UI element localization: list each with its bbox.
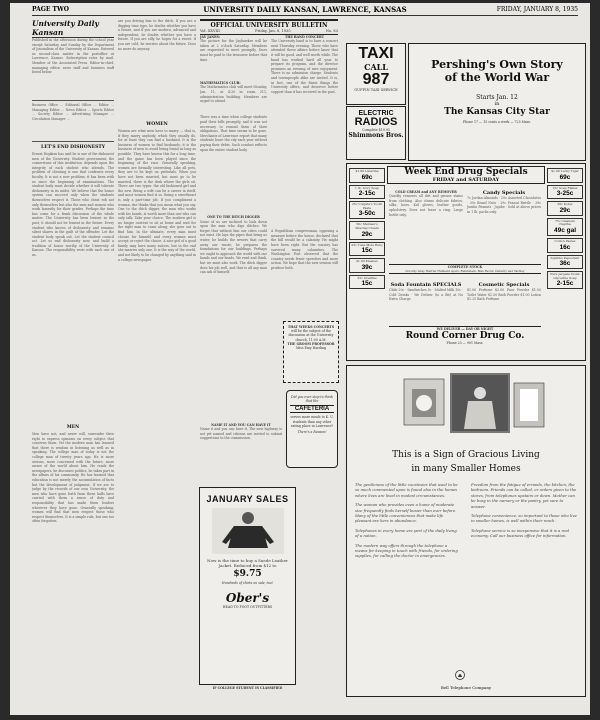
cafeteria-close: There's a Reason! <box>297 430 327 435</box>
right-special-item-price: 49c gal <box>553 226 577 234</box>
telephone-ad <box>346 365 586 697</box>
left-special-item <box>349 168 385 183</box>
women-title: WOMEN <box>146 122 168 127</box>
paper-title: UNIVERSITY DAILY KANSAN, LAWRENCE, KANSAS <box>203 5 407 14</box>
radio-ad <box>346 106 406 160</box>
fountain-text: Chile 20c · Sandwiches 5c · Malted Milk 10c · Cold Drinks · We Deliver (to a Bit) at No Extra Charge <box>389 288 463 302</box>
page-header <box>32 5 578 16</box>
bulletin-item-band: THE BAND CONCERT <box>284 35 325 39</box>
phone-copy3: Telephone convenience, so important to those who live in smaller homes, is well within their reach. <box>471 513 577 524</box>
right-specials <box>547 168 583 291</box>
taxi-ad <box>346 43 406 105</box>
right-special-item-name: 50c Kotex <box>557 202 573 207</box>
bulletin-item-ditch: ONE TO THE DITCH DIGGER <box>207 215 260 220</box>
left-special-item-name: 25c Ovaltine <box>357 275 377 280</box>
phone-copy2: Telephones in every home are part of the daily living of a nation. <box>355 527 457 539</box>
left-special-item <box>349 242 385 257</box>
bulletin-item-student: IF COLLEGE STUDENT IS CLASSIFIED <box>212 686 283 690</box>
left-specials <box>349 168 385 291</box>
bulletin-text-e: The University band is to have a concert next Thursday evening. Those who have attended these affairs before know that it will be good, and well worth while. The band has worked hard all year to prepare its program, and the director promises an evening of rare enjoyment. There is no admission charge. Students and townspeople alike are invited. It is, in fact, one of the finest things the University offers, and deserves better support than it has received in the past. <box>271 39 338 94</box>
complete-title: COMPLETE STOCK <box>447 265 483 269</box>
bulletin-text-c: There was a time when college students paid their bills promptly, and it was not necessary to remind them of their obligations. That time seems to be gone. Merchants of Lawrence report that many students leave the city each year without paying their debts. Such conduct reflects upon the entire student body. <box>200 115 267 152</box>
cosmetic-title: Cosmetic Specials <box>478 282 530 288</box>
bell-logo-icon <box>455 670 465 680</box>
editorial-title: LET'S END DISHONESTY <box>41 145 105 150</box>
left-special-item <box>349 275 385 290</box>
left-special-item <box>349 258 385 273</box>
concert-line3: Miss Emy Harding <box>295 346 327 351</box>
jan-note: Hundreds of shirts on sale, too! <box>221 581 274 585</box>
candy-text: 7c Jordan Almonds · 29c Assorted Chocolates · 39c Brazil Nuts · 29c Peanut Brittle · 39c Jumbo Peanuts · Jujube · Sold at above prices in 1 lb. packs only. <box>467 196 541 214</box>
cream-text: Quickly removes all dirt and grease stains from clothing. Also cleans delicate fabrics, silks, laces. Kid gloves, leather goods, upholstery. Does not leave a ring. Large bottle only. <box>389 194 463 217</box>
right-special-item <box>547 238 583 253</box>
right-special-item <box>547 168 583 183</box>
bulletin-item-jayjanes: JAY JANES: <box>200 35 221 39</box>
right-special-item-name: 10c Soap Flakes <box>552 185 578 190</box>
jan-price: $9.75 <box>233 569 262 579</box>
taxi-service: GUFFIN TAXI SERVICE <box>354 88 398 92</box>
right-special-item <box>547 255 583 270</box>
pershing-paper: The Kansas City Star <box>444 107 550 117</box>
bulletin-day: Friday, Jan. 8, 1935 <box>255 29 291 33</box>
bulletin-item-math: MATHEMATICS CLUB: <box>200 81 241 86</box>
right-special-item <box>547 201 583 216</box>
left-special-item-price: 15c <box>361 280 373 288</box>
women-text: Women are what men have to marry — that is, if they marry anybody, which they usually do, for at least they can find a husband. It is the business of women to find husbands; it is the business of men to avoid being found as long as possible. They have known this for a long time, and the game has been played since the beginning of the race. Generally speaking, women are formally interesting. Like all pets, they are to be kept on pedestals. When you have not been married, but must go to be married, there is the desk where the girls sit. There are two types: the old fashioned girl and the new. Being a wife can be a career in itself, and most women find it so. Being a sweetheart is only a part-time job. If you compliment a woman, she thinks that you mean what you say. One to the ditch digger, the man who works with his hands, is worth more than one who can only talk. Take your choice. The modern girl is no longer content to sit at home and wait for the right man to come along; she goes out to find him. In the ultimate, every man must choose for himself, and every woman must accept or reject the choice. A nice girl of a good family may have many suitors, but in the end she marries only one. It is the way of the world, and not likely to be changed by anything said in a college newspaper. <box>118 129 196 262</box>
page-label: PAGE TWO <box>32 6 69 13</box>
left-special-item <box>349 185 385 200</box>
pershing-starts: Starts Jan. 12 <box>476 94 518 101</box>
jan-copy: Now is the time to buy a Suede Leather Jacket. Reduced from $12 to <box>207 558 288 568</box>
cosmetic-text: $1.00 Perfume $2.00 Face Powder $1.00 Toilet Water $1.50 Bath Powder $1.00 Lotion $1.25 Bath Perfume <box>467 288 541 302</box>
fountain-title: Soda Fountain SPECIALS <box>390 282 462 288</box>
jacket-illustration <box>212 508 284 554</box>
pershing-title: Pershing's Own Story <box>431 58 563 71</box>
radio-line2: RADIOS <box>354 116 398 128</box>
deliver-bar <box>389 326 541 345</box>
cream-section <box>389 190 463 260</box>
pershing-subtitle: of the World War <box>444 71 550 84</box>
jan-title: JANUARY SALES <box>206 494 289 504</box>
bulletin-text-a: The picture for the Jayhawker will be taken at 2 o'clock Saturday. Members are requested to meet promptly. Dues must be paid to the treasurer before that time. <box>200 39 267 62</box>
issue-date: FRIDAY, JANUARY 8, 1935 <box>496 6 578 13</box>
deliver-text: WE DELIVER — DAY OR NIGHT <box>436 327 494 331</box>
column2-text-a: are you driving him to the ditch. If you are a digging time type, he doubts whether you have a future, and if you are modern, advanced and independent, he doubts whether you have a future. If you are silly, he hopes for a sweet. If you are cold, he worries about the future. Does no more do anyway. <box>118 19 196 51</box>
bulletin-text-f: A Republican congressman, opposing a measure before the house, declared that the bill would be a calamity. He might have been right. But the country has survived many calamities. The Washington Post observed that the country needs fewer speeches and more action. We hope that the new session will produce both. <box>271 229 338 270</box>
men-title: MEN <box>66 425 80 430</box>
bulletin-title: OFFICIAL UNIVERSITY BULLETIN <box>210 22 328 29</box>
staff-list: Business Office ... Editorial Office ... Editor ... Managing Editor ... News Editor ... Sports Editor ... Society Editor ... Advertising Manager ... Circulation Manager ... <box>32 103 114 121</box>
drug-title: Week End Drug Specials <box>404 167 528 177</box>
left-special-item-price: 2-15c <box>358 190 376 198</box>
left-special-item <box>349 221 385 239</box>
phone-copy-left: The gentleness of the little courtesies that used to be so much commented upon is found also in the homes where lives are lived in modest circumstances. The woman who provides even a home of moderate size frequently finds herself busier than ever before. Many of the little conveniences that make life pleasant are hers in abundance. Telephones in every home are part of the daily living of a nation. The modern way offers through the telephone a means for keeping in touch with friends, for ordering supplies, for calling the doctor in emergencies. <box>355 482 458 559</box>
editorial-text: Ernest Hopkins has said he is one of the dishonest men of the University. Student government, the cornerstone of this institution, depends upon the integrity of each student who attends. The problem of cheating is one that confronts every faculty. It is not a new problem; it has been with us since the beginning of examinations. The student body must decide whether it will tolerate dishonesty in its midst. We believe that the honor system can succeed only when the students themselves respect it. Those who cheat rob not only themselves but also the men and women who work honestly for their grades. Perhaps the time has come for a frank discussion of the whole matter. The University has been lenient in the past; it should not be lenient in the future. Every student who knows of dishonesty and remains silent shares in the guilt of the offender. Let the student body speak out. Let the student council act. Let us end dishonesty now, and build a tradition of honor worthy of the University of Kansas. The responsibility rests with each one of us. <box>32 152 114 258</box>
radio-price: Complete $19.95 <box>362 128 390 132</box>
right-special-item-name: $1.00 Lucky Tiger <box>551 169 579 173</box>
pershing-ad <box>408 43 586 161</box>
complete-stock: COMPLETE STOCK Dorothy Gray, Harriet Hubbard Ayers, Rubinstein, Max Factor, Dubarry and Yardley <box>389 264 541 274</box>
phone-headline1: This is a Sign of Gracious Living <box>392 450 540 460</box>
newspaper-page <box>10 3 590 715</box>
right-special-item-price: 2-15c <box>556 280 574 288</box>
pershing-phone: Phone 17 — 15 cents a week — 725 Mass. <box>462 120 532 124</box>
drug-specials-ad <box>346 163 586 361</box>
left-special-item-price: 3-50c <box>358 210 376 218</box>
left-special-item-name: $1.00 Listerine <box>355 169 379 173</box>
drug-store: Round Corner Drug Co. <box>405 331 525 342</box>
cafeteria-intro: Did you ever stop to think that the <box>291 395 333 404</box>
drug-subtitle: FRIDAY and SATURDAY <box>432 177 500 183</box>
jan-store: Ober's <box>225 591 270 606</box>
candy-section <box>467 190 541 260</box>
cafeteria-note: serves more meals to K. U. students than any other eating place in Lawrence? <box>290 415 334 428</box>
college-student-column <box>200 686 295 714</box>
radio-line1: ELECTRIC <box>358 110 394 117</box>
right-special-item-price: 36c <box>559 260 571 268</box>
right-special-item-name: 75c Cleaners Naptha <box>555 218 575 227</box>
right-special-item <box>547 218 583 236</box>
bulletin-text-g: Name it and you can have it. The new highway is not yet named and citizens are invited to submit suggestions to the commission. <box>200 427 282 441</box>
january-sales-ad <box>199 487 296 685</box>
concert-line2: THE GROOM PROFESSOR <box>287 341 335 346</box>
bulletin-vol: Vol. XXVIII <box>200 29 220 33</box>
taxi-call: CALL <box>364 62 388 72</box>
women-column <box>118 19 196 709</box>
taxi-word: TAXI <box>358 45 394 62</box>
left-special-item-name: $1.00 Kleenex <box>356 259 378 264</box>
cafeteria-name: CAFETERIA <box>290 405 334 413</box>
pershing-in: in <box>494 101 500 107</box>
cafeteria-ad <box>286 390 338 468</box>
right-special-item-price: 16c <box>559 243 571 251</box>
men-text: Men have not, and never will, surrender their right to express opinions on every subject that concerns them. Yet the modern man has learned that there is wisdom in listening as well as in speaking. The college man of today is not the college man of twenty years ago. He is more serious, more concerned with the future, more aware of the world about him. He reads the newspapers, he discusses politics, he takes part in the affairs of his community. He has learned that education is not merely the accumulation of facts but the development of judgment. If we are to judge by the records of our own University, the men who have gone forth from these halls have carried with them a sense of duty and responsibility that has made them leaders wherever they have gone. Generally speaking, women will find that men respect those who respect themselves. It is a simple rule, but one too often forgotten. <box>32 432 114 524</box>
bulletin-no: No. 83 <box>325 29 338 33</box>
phone-sign: Bell Telephone Company <box>440 685 492 690</box>
misc-column <box>200 423 282 483</box>
right-special-item-name: Squibbs Pepsodent <box>550 255 580 260</box>
cosmetic-section <box>467 282 541 324</box>
phone-copy-right: Freedom from the fatigue of errands, the kitchen, the bedroom. Friends can be called, or orders given to the stores, from telephones upstairs or down. Mother can be busy in the nursery or the pantry, yet sure to answer. Telephone convenience, so important to those who live in smaller homes, is well within their reach. Telephone service is so inexpensive that it is a real economy. Call our business office for information. <box>471 482 577 539</box>
left-special-item-price: 39c <box>361 263 373 271</box>
taxi-number: 987 <box>362 71 390 88</box>
right-special-item-name: Pure Jergens Violet Glycerine Soap <box>550 272 580 280</box>
candy-title: Candy Specials <box>482 190 526 196</box>
masthead-details: Published in the afternoon during the school year except Saturday and Sunday by the Department of Journalism of the University of Kansas. Entered as second-class matter in the postoffice at Lawrence, Kansas. Subscription rates by mail. Member of the Associated Press. Editor-in-chief, managing editor, news staff and business staff listed below. <box>32 38 114 75</box>
bulletin-text-d: Some of us are inclined to look down upon the man who digs ditches. We forget that without him our cities could not exist. He lays the pipes that bring us water; he builds the sewers that carry away our waste; he prepares the foundations for our buildings. Perhaps we ought to approach the world with our hands and our heads. We read and think, but we must also work. The ditch digger does his job well, and that is all any man can ask of himself. <box>200 219 267 275</box>
right-special-item <box>547 271 583 289</box>
editorial-column <box>32 19 114 709</box>
phone-headline2: in many Smaller Homes <box>411 464 521 474</box>
left-special-item-name: 25c Tube Mole Ruby <box>351 242 383 247</box>
left-special-item-name: 1 lb. Ivory Soap <box>355 185 379 190</box>
masthead-name: University Daily Kansan <box>32 19 114 38</box>
phone-copy1: The gentleness of the little courtesies that used to be so much commented upon is found also in the homes where lives are lived in modest circumstances. <box>355 482 458 498</box>
right-special-item-price: 3-25c <box>556 190 574 198</box>
left-special-item-name: 25c Colgate's Tooth Paste <box>351 202 383 210</box>
concert-notice: THAT WEEKS CONCERTS will be the subject of the discussion at the University church, 11:00 A.M. THE GROOM PROFESSOR Miss Emy Harding <box>283 321 339 383</box>
fountain-section <box>389 282 463 324</box>
left-special-item-name: 50c Mennen's Shaving Cream <box>355 222 379 230</box>
cream-title: COLD CREAM and ANY REMOVER <box>395 190 457 194</box>
right-special-item-name: Cotton Pastes <box>554 238 576 243</box>
bulletin-item-name: NAME IT AND YOU CAN HAVE IT <box>211 423 271 427</box>
right-special-item-price: 69c <box>559 173 571 181</box>
concert-line1: THAT WEEKS CONCERTS <box>287 325 335 329</box>
radio-store: Shimmons Bros. <box>348 132 404 140</box>
right-special-item-price: 29c <box>559 206 571 214</box>
home-illustration <box>350 369 582 443</box>
left-special-item-price: 15c <box>361 247 373 255</box>
jan-tagline: HEAD TO FOOT OUTFITTERS <box>222 605 273 610</box>
right-special-item <box>547 185 583 200</box>
bulletin-text-b: The Mathematics club will meet Monday, Jan. 11, at 4:30 in room 211, administration building. Members are urged to attend. <box>200 85 267 104</box>
left-special-item-price: 69c <box>361 173 373 181</box>
drug-phone: Phone 23 — 901 Mass. <box>446 341 484 346</box>
left-special-item <box>349 201 385 219</box>
left-special-item-price: 29c <box>361 230 373 238</box>
